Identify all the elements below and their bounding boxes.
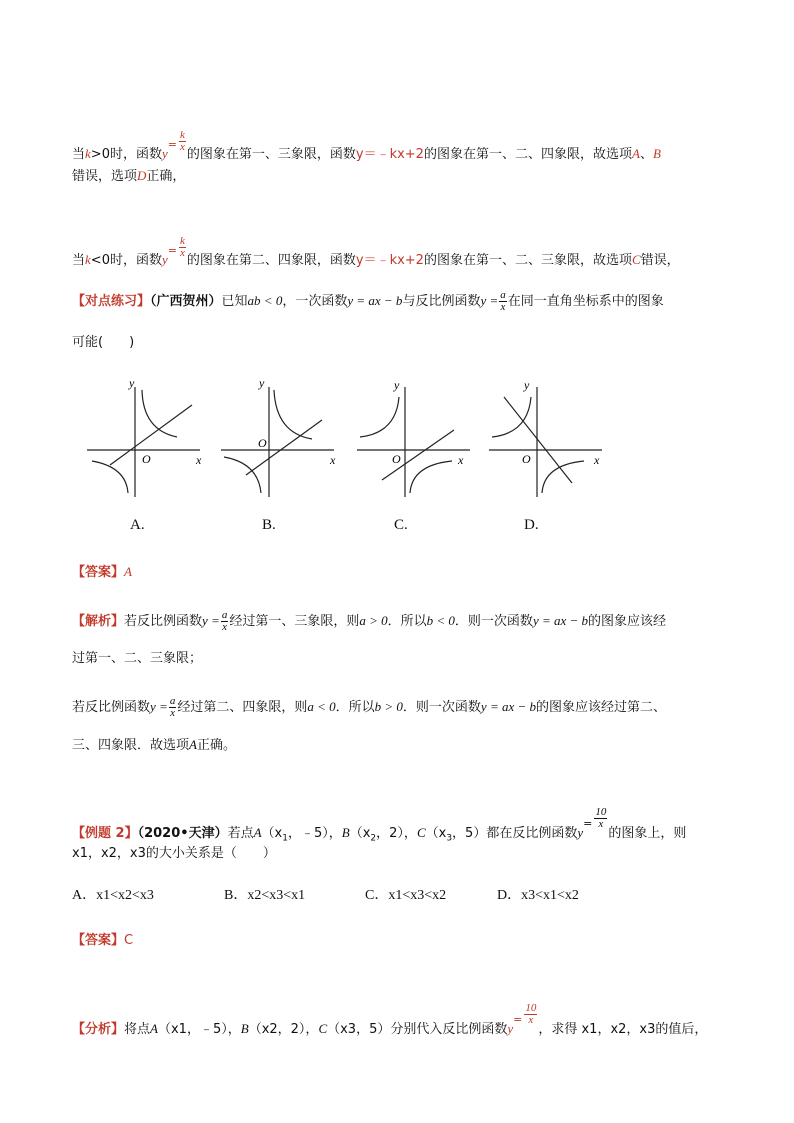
condition: b < 0 [426,613,455,628]
graph-a [82,375,212,500]
hyperbola-branch-2 [542,461,584,493]
origin-label: O [522,452,531,466]
text: 的图象应该经 [588,614,667,629]
text: <0时，函数 [90,253,162,268]
text: （x1，﹣5）， [157,1022,241,1037]
analysis-tag: 【分析】 [72,1022,125,1037]
text: （x2，2）， [248,1022,319,1037]
var-y: y [577,825,584,840]
text: 正确， [146,169,186,184]
y-label: y [259,376,265,390]
text: ．则一次函数 [402,700,481,715]
point-label: B [240,1021,249,1036]
fraction-k-over-x [179,130,186,153]
text: （x [425,826,447,841]
graph-d [484,375,614,500]
origin-label: O [258,436,267,450]
text: 的图象在第二、四象限，函数 [186,253,356,268]
hyperbola-branch-2 [224,457,261,493]
fraction-a-over-x [221,610,229,633]
graph-c-svg [352,375,482,500]
x-label: x [196,453,202,467]
text: >0时，函数 [90,147,162,162]
source: （广西贺州） [150,294,222,309]
exercise-line2 [72,331,134,350]
text: 当 [72,147,86,162]
text: 将点 [124,1022,151,1037]
var-y: y = [150,699,168,714]
x-label: x [458,453,464,467]
para1-line1 [72,130,661,162]
var-k: k [85,252,91,267]
text: ，求得 x1，x2，x3的值后， [538,1022,708,1037]
numerator: 10 [525,1002,537,1014]
var-k: k [85,146,91,161]
option-c [365,884,446,904]
option-text: D．x3<x1<x2 [497,888,579,903]
condition: b > 0 [374,699,403,714]
subscript: 1 [282,833,288,844]
graph-a-svg [82,375,212,500]
denominator: x [179,141,185,153]
denominator: x [170,707,175,719]
option-b [224,884,305,904]
option-text: C．x1<x3<x2 [365,888,447,903]
option-ref: A [189,737,197,752]
point-label: C [318,1021,328,1036]
linear-function: y = ax − b [347,293,403,308]
analysis2-line2 [72,734,236,753]
text: 的图象在第一、二、四象限，故选项 [423,147,632,162]
numerator: 10 [595,806,607,818]
text: x1，x2，x3的大小关系是（ ） [72,846,276,861]
var-y: y [161,252,168,267]
subscript: 3 [446,833,453,844]
y-label: y [524,378,530,392]
linear-line [110,405,192,465]
answer-tag: 【答案】 [72,933,125,948]
condition: a < 0 [307,699,336,714]
var-y: y = [480,293,499,308]
numerator: k [179,129,185,141]
answer-tag: 【答案】 [72,565,125,580]
exercise-line1 [72,290,664,313]
text: 可能( ) [72,335,135,350]
condition: ab < 0 [247,293,283,308]
text: （x [349,826,371,841]
hyperbola-branch-1 [360,397,399,437]
linear-line [504,397,572,483]
text: 与反比例函数 [402,294,481,309]
text: 在同一直角坐标系中的图象 [507,294,664,309]
equals-sign: = [167,244,177,257]
denominator: x [500,301,506,313]
origin-label: O [142,452,151,466]
fraction-a-over-x [169,696,177,719]
expression: y＝﹣kx+2 [355,147,424,162]
analysis2-line1 [72,696,666,719]
hyperbola-branch-1 [492,397,531,437]
text: 经过第二、四象限，则 [177,700,308,715]
option-ref: B [652,146,661,161]
graph-label-a: A. [130,517,145,533]
fraction-a-over-x [499,290,507,313]
point-label: B [341,825,350,840]
equals-sign: = [513,1013,523,1026]
answer1 [72,561,132,580]
graph-b [216,375,346,500]
option-ref: A [631,146,640,161]
text: 错误，选项 [72,169,138,184]
option-a [72,884,154,904]
text: ，﹣5）， [287,826,342,841]
text: 若反比例函数 [72,700,151,715]
text: 的图象应该经过第二、 [536,700,667,715]
var-y: y = [202,613,220,628]
text: 的图象上，则 [608,826,687,841]
x-label: x [594,453,600,467]
source: （2020•天津） [137,826,228,841]
analysis1-line1 [72,610,666,633]
graph-label-c: C. [394,517,408,533]
example2-line1 [72,807,686,844]
text: 的图象在第一、二、三象限，故选项 [423,253,632,268]
linear-function: y = ax − b [480,699,537,714]
text: ，2）， [376,826,417,841]
numerator: a [500,289,506,301]
hyperbola-branch-1 [142,390,177,437]
equals-sign: = [583,817,593,830]
graph-d-svg [484,375,614,500]
para1-line2 [72,165,185,184]
para2-line1 [72,236,680,268]
origin-label: O [392,452,401,466]
linear-function: y = ax − b [532,613,589,628]
text: 错误， [640,253,680,268]
fraction-k-over-x [179,236,186,259]
section-tag: 【对点练习】 [72,294,151,309]
denominator: x [528,1014,534,1026]
answer-value: C [124,933,134,948]
denominator: x [222,621,228,633]
text: 过第一、二、三象限； [72,651,203,666]
hyperbola-branch-2 [92,461,128,493]
text: 当 [72,253,86,268]
option-ref: C [631,252,641,267]
x-label: x [330,453,336,467]
text: 的图象在第一、三象限，函数 [186,147,356,162]
example-tag: 【例题 2】 [72,826,138,841]
option-ref: D [137,168,147,183]
graph-label-d: D. [524,517,539,533]
text: 三、四象限．故选项 [72,738,190,753]
subscript: 2 [370,833,377,844]
y-label: y [129,376,135,390]
equals-sign: = [167,138,177,151]
example2-line2 [72,842,276,861]
numerator: a [169,695,176,707]
hyperbola-branch-2 [410,461,452,493]
expression: y＝﹣kx+2 [355,253,424,268]
var-y: y [161,146,168,161]
point-label: A [150,1021,158,1036]
answer-value: A [124,564,132,579]
analysis-tag: 【解析】 [72,614,125,629]
text: 若点 [227,826,254,841]
text: （x3，5）分别代入反比例函数 [327,1022,508,1037]
condition: a > 0 [359,613,388,628]
point-label: C [416,825,426,840]
option-text: B．x2<x3<x1 [224,888,306,903]
text: （x [261,826,283,841]
analysis1-line2 [72,647,202,666]
analysis3-line1 [72,1003,707,1037]
graph-b-svg [216,375,346,500]
text: ．所以 [387,614,427,629]
text: 、 [639,147,653,162]
answer2 [72,929,133,948]
point-label: A [253,825,262,840]
graph-label-b: B. [262,517,276,533]
denominator: x [179,247,185,259]
text: 已知 [221,294,248,309]
text: ．所以 [335,700,375,715]
numerator: k [179,235,185,247]
text: ，一次函数 [282,294,348,309]
text: 若反比例函数 [124,614,203,629]
var-y: y [507,1021,514,1036]
graph-c [352,375,482,500]
numerator: a [221,609,228,621]
fraction-10-over-x [524,1003,537,1026]
text: ，5）都在反比例函数 [452,826,578,841]
text: ．则一次函数 [454,614,533,629]
denominator: x [598,818,604,830]
option-text: A．x1<x2<x3 [72,888,154,903]
y-label: y [394,378,400,392]
fraction-10-over-x [594,807,607,830]
option-d [497,884,579,904]
text: 正确。 [196,738,236,753]
text: 经过第一、三象限，则 [229,614,360,629]
